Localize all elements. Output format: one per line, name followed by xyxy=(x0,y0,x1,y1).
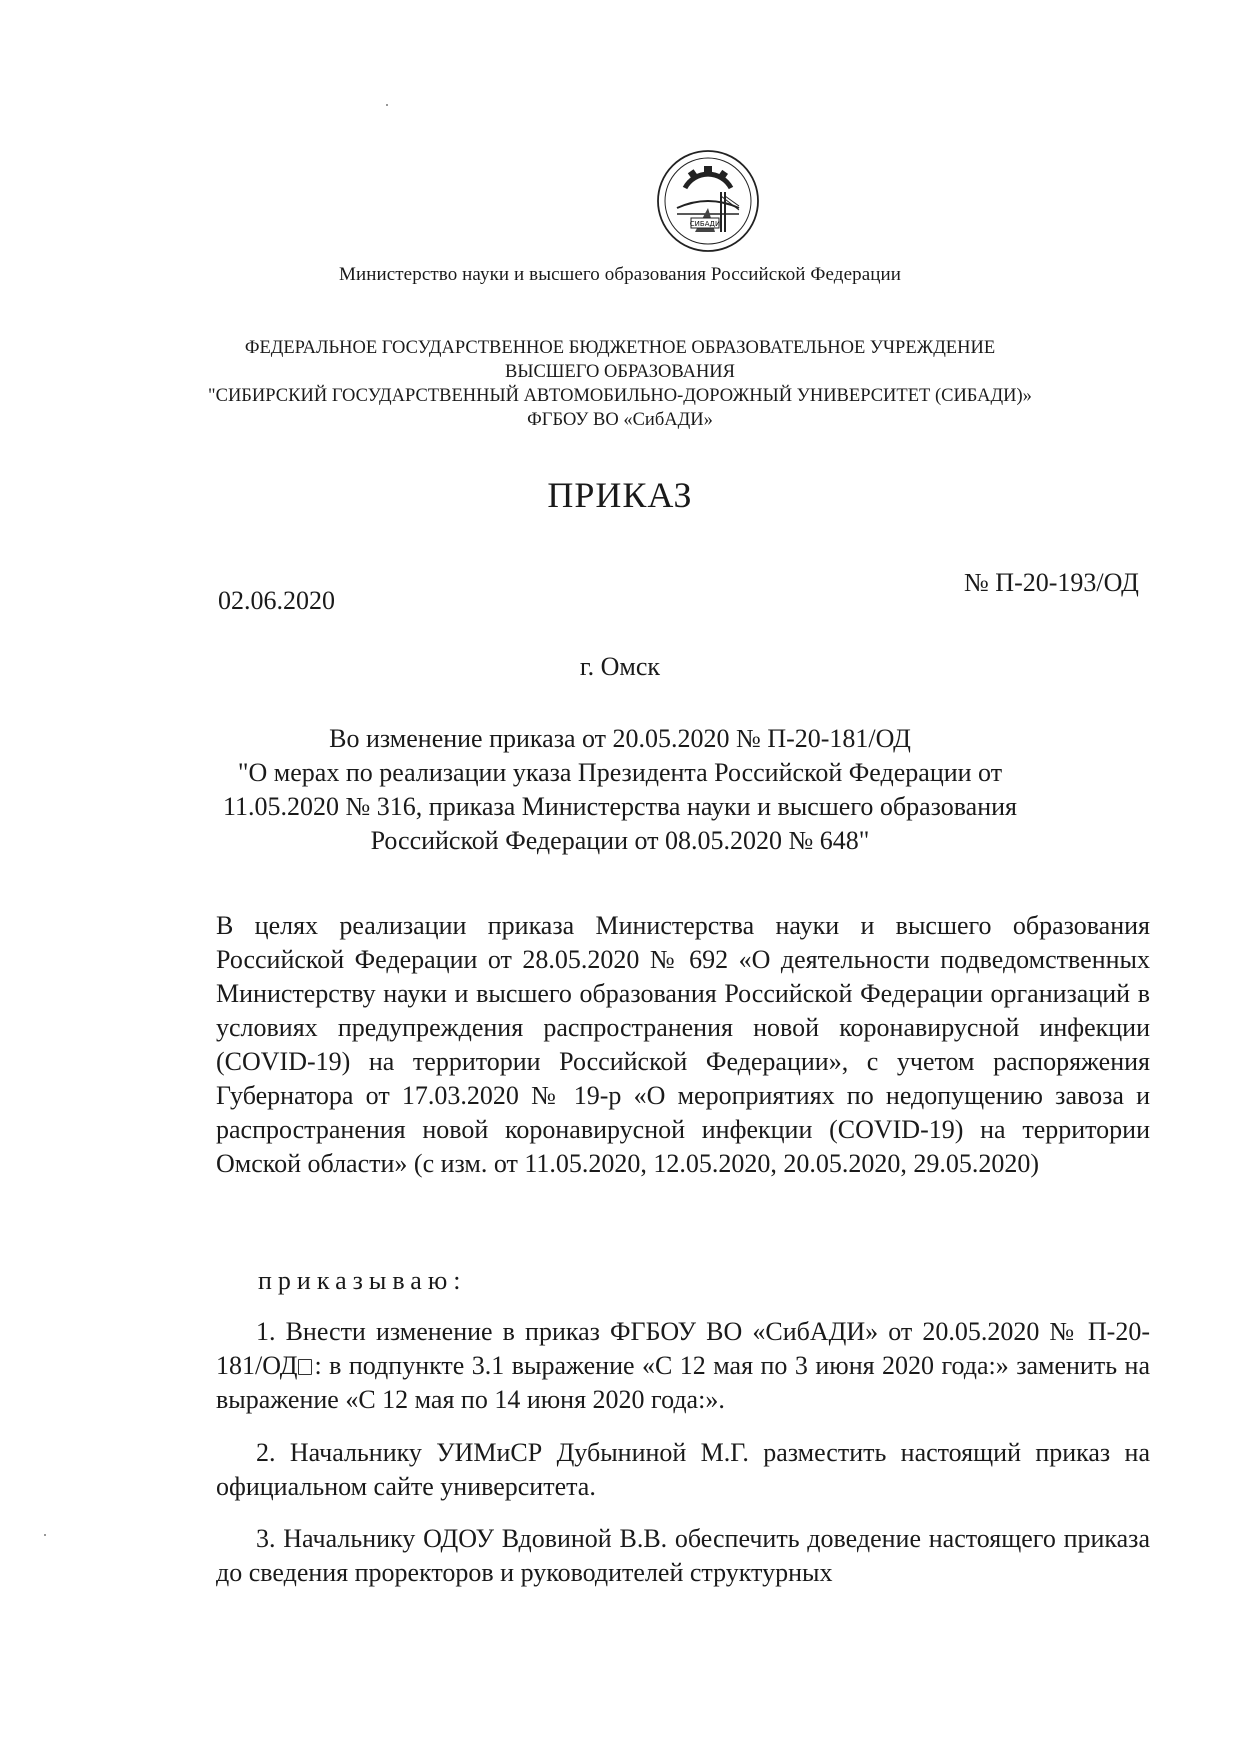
org-line: ФЕДЕРАЛЬНОЕ ГОСУДАРСТВЕННОЕ БЮДЖЕТНОЕ ОБРАЗОВАТЕЛЬНОЕ УЧРЕЖДЕНИЕ xyxy=(244,338,996,358)
document-mark-icon xyxy=(298,1359,312,1375)
item-text: 1. Внести изменение в приказ ФГБОУ ВО «СибАДИ» от 20.05.2020 № П-20-181/ОД xyxy=(216,1317,1150,1380)
org-line: ФГБОУ ВО «СибАДИ» xyxy=(527,410,713,430)
item-text: : в подпункте 3.1 выражение «С 12 мая по 3 июня 2020 года:» заменить на выражение «С 12 мая по 14 июня 2020 года:». xyxy=(216,1351,1150,1414)
preamble-paragraph: В целях реализации приказа Министерства науки и высшего образования Российской Федерации от 28.05.2020 № 692 «О деятельности подведомственных Министерству науки и высшего образования Российской Федерации организаций в условиях предупреждения распространения новой коронавирусной инфекции (COVID-19) на территории Российской Федерации», с учетом распоряжения Губернатора от 17.03.2020 № 19-р «О мероприятиях по недопущению завоза и распространения новой коронавирусной инфекции (COVID-19) на территории Омской области» (с изм. от 11.05.2020, 12.05.2020, 20.05.2020, 29.05.2020) xyxy=(216,911,1150,1178)
ministry-name: Министерство науки и высшего образования Российской Федерации xyxy=(338,264,902,285)
document-number: № П-20-193/ОД xyxy=(964,568,1139,597)
university-logo xyxy=(655,148,761,254)
org-line: "СИБИРСКИЙ ГОСУДАРСТВЕННЫЙ АВТОМОБИЛЬНО-ДОРОЖНЫЙ УНИВЕРСИТЕТ (СИБАДИ)» xyxy=(208,386,1032,406)
document-subject xyxy=(200,722,1040,858)
order-item-2: 2. Начальнику УИМиСР Дубыниной М.Г. разместить настоящий приказ на официальном сайте университета. xyxy=(216,1438,1150,1501)
order-item-3: 3. Начальнику ОДОУ Вдовиной В.В. обеспечить доведение настоящего приказа до сведения проректоров и руководителей структурных xyxy=(216,1524,1150,1587)
scan-speck xyxy=(44,1534,46,1536)
org-line: ВЫСШЕГО ОБРАЗОВАНИЯ xyxy=(504,362,736,382)
scan-speck xyxy=(386,104,388,106)
order-item-1 xyxy=(216,1315,1150,1417)
document-city: г. Омск xyxy=(579,652,661,681)
document-date: 02.06.2020 xyxy=(218,586,335,615)
document-title: ПРИКАЗ xyxy=(547,475,693,515)
subject-line: Российской Федерации от 08.05.2020 № 648" xyxy=(370,826,870,855)
order-word: приказываю: xyxy=(258,1266,467,1295)
svg-text:СИБАДИ: СИБАДИ xyxy=(689,220,721,228)
subject-line: Во изменение приказа от 20.05.2020 № П-20-181/ОД xyxy=(329,724,911,753)
organization-name xyxy=(0,336,1240,432)
subject-line: 11.05.2020 № 316, приказа Министерства науки и высшего образования xyxy=(222,792,1018,821)
subject-line: "О мерах по реализации указа Президента Российской Федерации от xyxy=(237,758,1003,787)
